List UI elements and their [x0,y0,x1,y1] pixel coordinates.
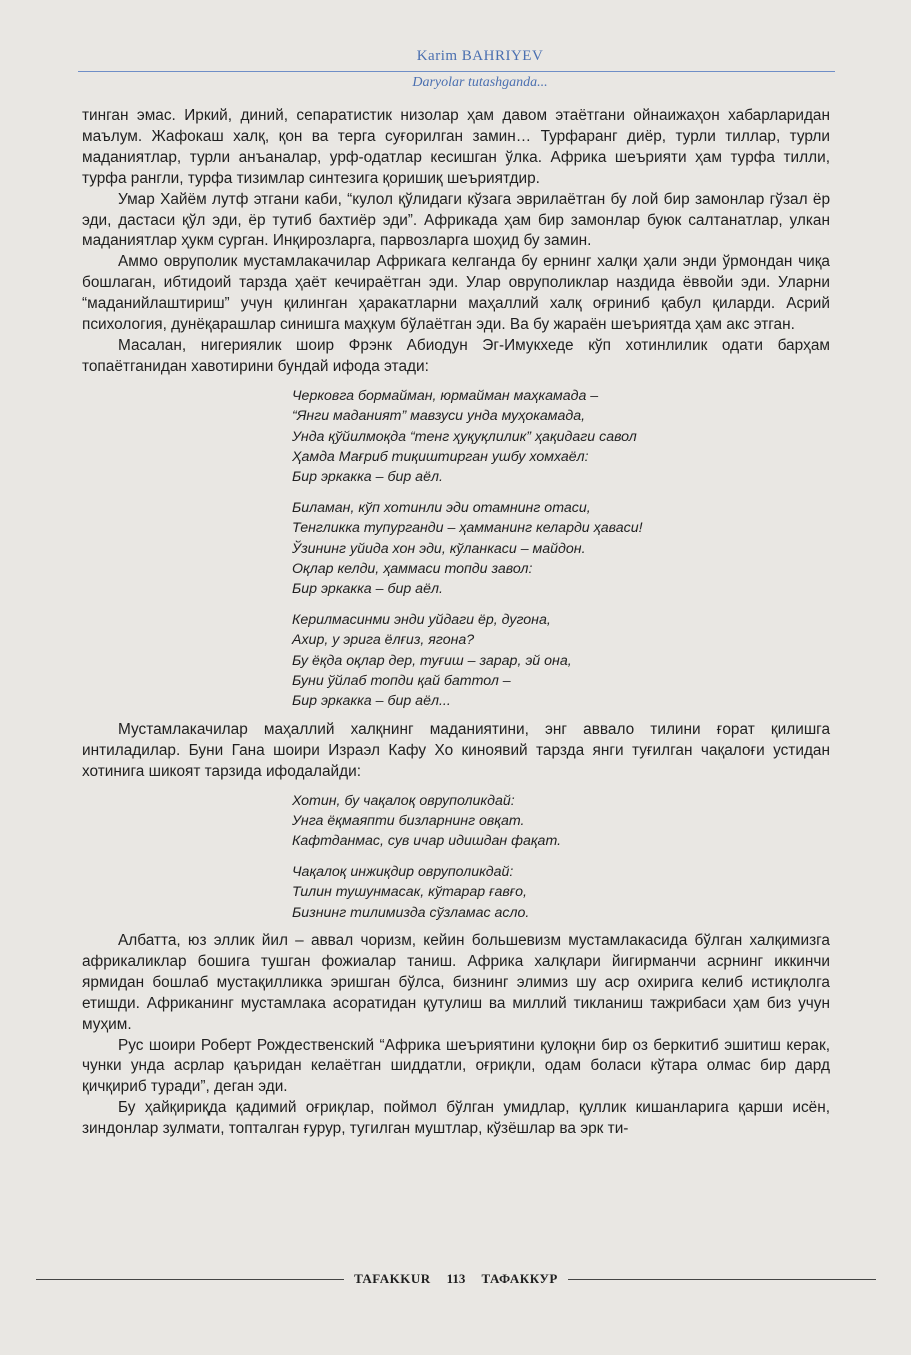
paragraph: Албатта, юз эллик йил – аввал чоризм, кейин большевизм мустамлакасида бўлган халқимизга африкаликлар бошига тушган фожиалар таниш. Африка халқлари йигирманчи асрнинг иккинчи ярмидан бошлаб мустақилликка эришган бўлса, бизнинг элимиз шу аср охирига келиб истиқлолга етишди. Африканинг мустамлака асоратидан қутулиш ва миллий тикланиш тажрибаси ҳам биз учун муҳим. [82,932,830,1033]
poem-line: Бир эркакка – бир аёл... [292,693,451,710]
book-title: Daryolar tutashganda... [412,75,548,90]
paragraph: Аммо овруполик мустамлакачилар Африкага келганда бу ернинг халқи ҳали энди ўрмондан чиқа бошлаган, ибтидоий тарзда ҳаёт кечираётган эди. Улар овруполиклар наздида ёввойи эди. Уларни “маданийлаштириш” учун қилинган ҳаракатларни маҳаллий халқ оғриниб қабул қиларди. Асрий психология, дунёқарашлар синишга маҳкум бўлаётган эди. Ва бу жараён шеъриятда ҳам акс этган. [82,253,830,334]
paragraph: тинган эмас. Иркий, диний, сепаратистик низолар ҳам давом этаётгани ойнаижаҳон хабарларидан маълум. Жафокаш халқ, қон ва терга суғорилган замин… Турфаранг диёр, турли тиллар, турли маданиятлар, турли анъаналар, урф-одатлар кесишган ўлка. Африка шеърияти ҳам турфа тилли, турфа рангли, турфа тизимлар синтезига қоришиқ шеъриятдир. [82,107,830,187]
poem-line: Унга ёқмаяпти бизларнинг овқат. [292,813,525,829]
poem-line: Керилмасинми энди уйдаги ёр, дугона, [292,611,551,628]
poem-stanza [292,386,830,488]
footer-rule-right [568,1279,876,1280]
poem-line: Ахир, у эрига ёлғиз, ягона? [292,632,475,649]
poem-line: Буни ўйлаб топди қай баттол – [292,673,511,690]
poem-line: Оқлар келди, ҳаммаси топди завол: [292,561,533,578]
poem-polygamy [292,386,830,712]
page-body [82,106,830,1140]
header-rule [78,71,835,72]
poem-line: Бир эркакка – бир аёл. [292,581,443,598]
poem-stanza [292,862,830,923]
poem-stanza [292,791,830,852]
poem-line: Биламан, кўп хотинли эди отамнинг отаси, [292,499,591,516]
footer-journal-cyrillic: ТАФАККУР [481,1271,558,1286]
poem-line: Ўзининг уйида хон эди, кўланкаси – майдон. [292,540,586,557]
poem-stanza [292,610,830,712]
poem-line: Кафтданмас, сув ичар идишдан фақат. [292,833,562,850]
poem-line: Унда қўйилмоқда “тенг ҳуқуқлилик” ҳақидаги савол [292,428,637,445]
page-number: 113 [446,1271,466,1286]
poem-line: “Янги маданият” мавзуси унда муҳокамада, [292,408,586,425]
poem-line: Ҳамда Мағриб тиқиштирган ушбу хомхаёл: [292,449,589,465]
poem-stanza [292,498,830,600]
author-name: Karim BAHRIYEV [416,48,544,64]
paragraph: Мустамлакачилар маҳаллий халқнинг маданиятини, энг аввало тилини ғорат қилишга интиладилар. Буни Гана шоири Израэл Кафу Хо киноявий тарзда янги туғилган чақалоғи устидан хотинига шикоят тарзида ифодалайди: [82,720,830,780]
paragraph: Рус шоири Роберт Рождественский “Африка шеъриятини қулоқни бир оз беркитиб эшитиш керак, чунки унда асрлар қаъридан келаётган шиддатли, оғриқли, одам боласи кўтара олмас бир дард қичқириб туради”, деган эди. [82,1036,830,1096]
paragraph: Масалан, нигериялик шоир Фрэнк Абиодун Эг-Имукхеде кўп хотинлилик одати барҳам топаётганидан хавотирини бундай ифода этади: [82,336,830,375]
page-footer [36,1269,876,1289]
footer-rule-left [36,1279,344,1280]
poem-line: Черковга бормайман, юрмайман маҳкамада – [292,387,599,404]
poem-line: Тенгликка тупурганди – ҳамманинг келарди ҳаваси! [292,520,643,537]
paragraph: Умар Хайём лутф этгани каби, “кулол қўлидаги кўзага эврилаётган бу лой бир замонлар гўзал ёр эди, дастаси қўл эди, ёр тутиб бахтиёр эди”. Африкада ҳам бир замонлар буюк салтанатлар, улкан маданиятлар ҳукм сурган. Инқирозларга, парвозларга шоҳид бу замин. [82,190,830,250]
poem-line: Бизнинг тилимизда сўзламас асло. [292,904,530,921]
poem-baby [292,791,830,923]
footer-journal-latin: TAFAKKUR [354,1271,431,1286]
poem-line: Хотин, бу чақалоқ овруполикдай: [292,792,515,809]
poem-line: Чақалоқ инжиқдир овруполикдай: [292,863,514,880]
poem-line: Тилин тушунмасак, кўтарар ғавғо, [292,884,527,901]
paragraph: Бу ҳайқириқда қадимий оғриқлар, поймол бўлган умидлар, қуллик кишанларига қарши исён, зиндонлар зулмати, топталган ғурур, тугилган муштлар, кўзёшлар ва эрк ти- [82,1099,830,1138]
poem-line: Бир эркакка – бир аёл. [292,469,443,486]
poem-line: Бу ёқда оқлар дер, туғиш – зарар, эй она, [292,652,572,669]
